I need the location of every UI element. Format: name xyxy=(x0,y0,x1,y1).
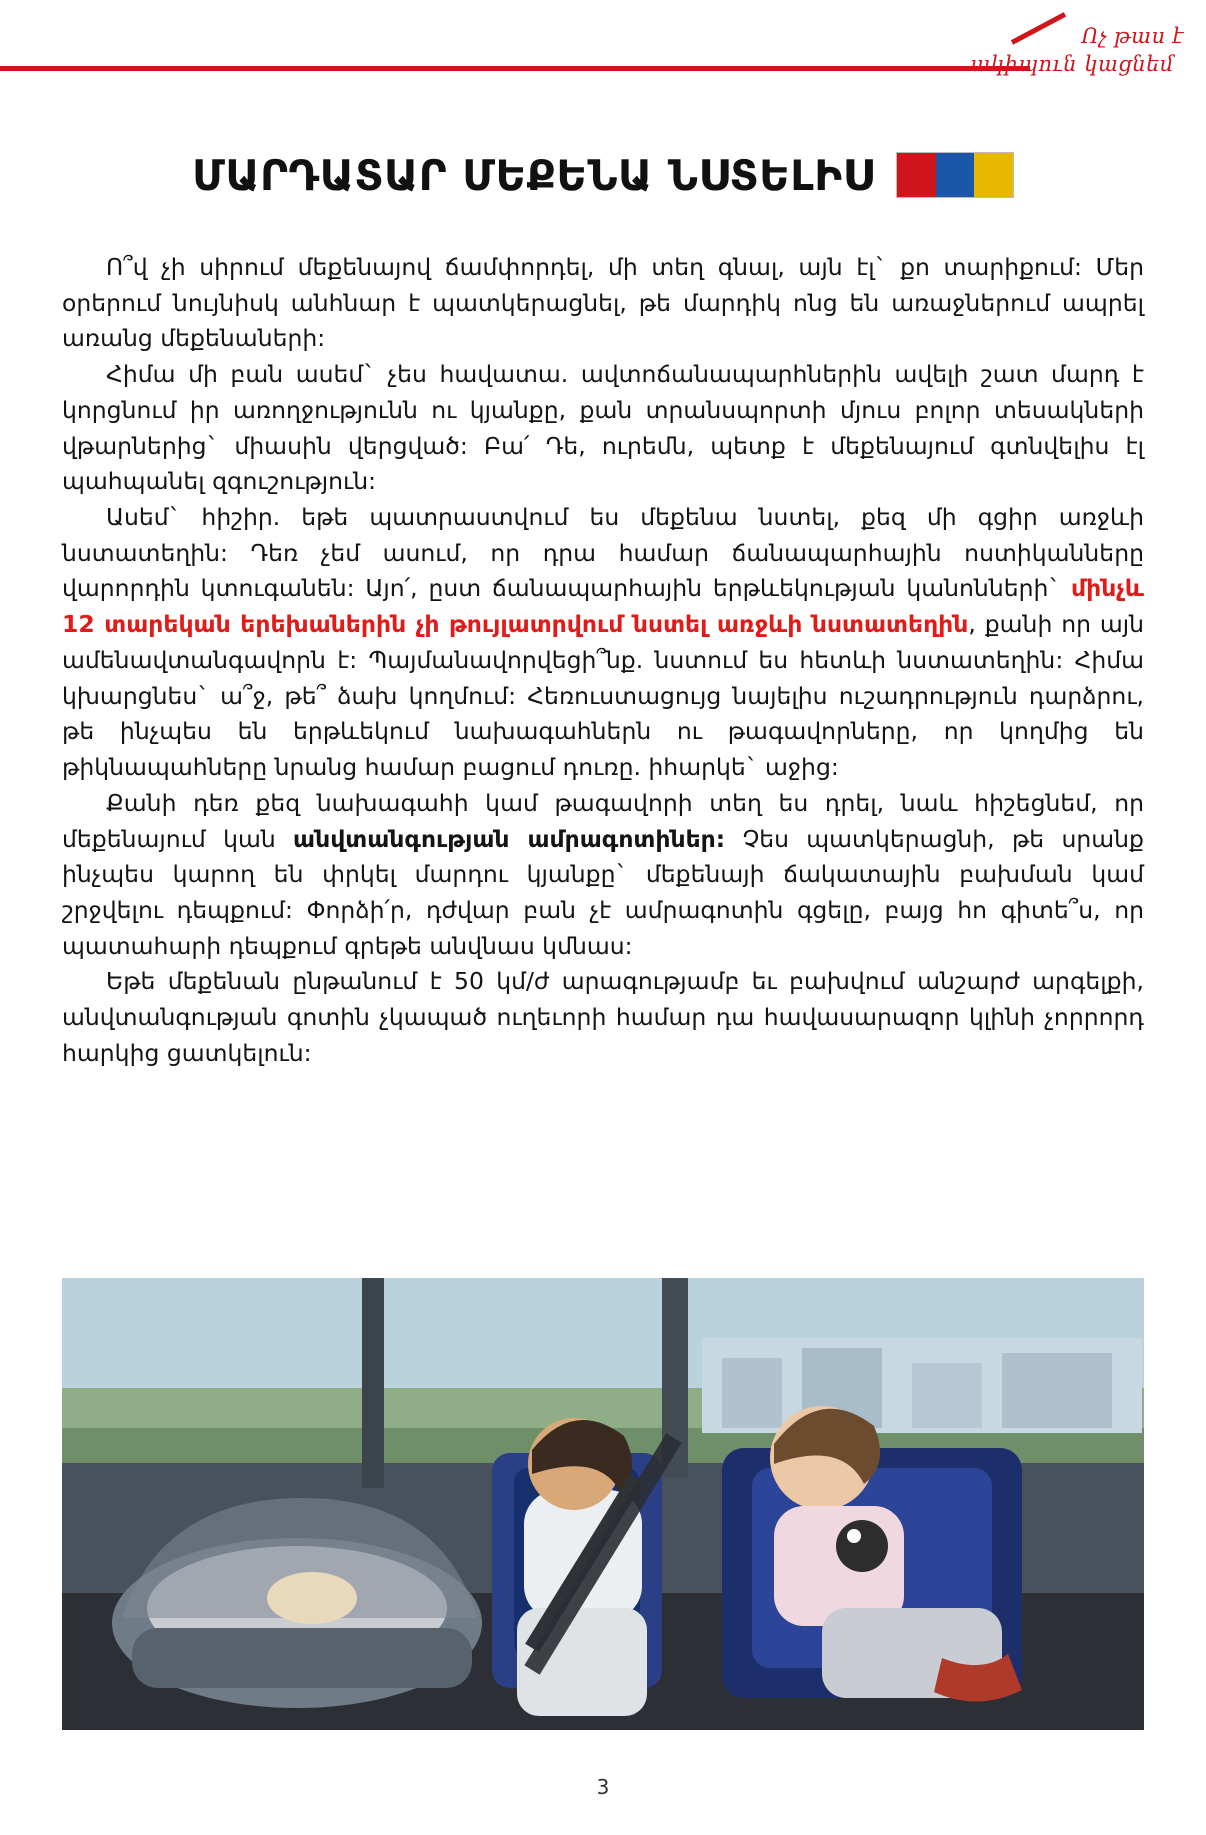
paragraph-1: Ո՞վ չի սիրում մեքենայով ճամփորդել, մի տեղ գնալ, այն էլ` քո տարիքում: Մեր օրերում նույնիսկ անհնար է պատկերացնել, թե մարդիկ ոնց են առաջներում ապրել առանց մեքենաների: xyxy=(62,253,1144,353)
header-script-line-2: ակիպուն կացնեմ xyxy=(970,52,1174,77)
page-title-row xyxy=(0,140,1206,210)
paragraph-4 xyxy=(62,786,1144,965)
paragraph-5: Եթե մեքենան ընթանում է 50 կմ/ժ արագությամբ եւ բախվում անշարժ արգելքի, անվտանգության գոտին չկապած ուղեւորի համար դա հավասարազոր կլինի չորրորդ հարկից ցատկելուն: xyxy=(62,967,1144,1067)
article-body xyxy=(62,250,1144,1072)
paragraph-3-highlight: մինչև 12 տարեկան երեխաներին չի թույլատրվում նստել առջևի նստատեղին xyxy=(62,574,1144,639)
header-script-line-1: Ոչ թաս է xyxy=(1081,24,1184,48)
armenian-flag-icon xyxy=(896,152,1014,198)
page-number: 3 xyxy=(596,1775,610,1799)
paragraph-3-part-b: , քանի որ այն ամենավտանգավորն է: Պայմանավորվեցի՞նք. նստում ես հետևի նստատեղին: Հիմա կխարցնես` ա՞ջ, թե՞ ձախ կողմում: Հեռուստացույց նայելիս ուշադրություն դարձրու, թե ինչպես են երթևեկում նախագահներն ու թագավորները, որ կողմից են թիկնապահները նրանց համար բացում դուռը. իհարկե` աջից: xyxy=(62,610,1144,782)
paragraph-4-bold: անվտանգության ամրագոտիներ: xyxy=(293,824,726,853)
header-red-rule xyxy=(0,66,1030,71)
page-header xyxy=(0,0,1206,120)
paragraph-3 xyxy=(62,500,1144,786)
paragraph-3-part-a: Ասեմ` հիշիր. եթե պատրաստվում ես մեքենա նստել, քեզ մի գցիր առջևի նստատեղին: Դեռ չեմ ասում, որ դրա համար ճանապարհային ոստիկանները վարորդին կտուգանեն: Այո՛, ըստ ճանապարհային երթևեկության կանոնների` xyxy=(62,503,1144,603)
paragraph-4-part-b: Չես պատկերացնի, թե սրանք ինչպես կարող են փրկել մարդու կյանքը` մեքենայի ճակատային բախման կամ շրջվելու դեպքում: Փորձի՛ր, դժվար բան չէ ամրագոտին գցելը, բայց հո գիտե՞ս, որ պատահարի դեպքում գրեթե անվնաս կմնաս: xyxy=(62,824,1144,960)
page-title: ՄԱՐԴԱՏԱՐ ՄԵՔԵՆԱ ՆՍՏԵԼԻՍ xyxy=(192,150,874,200)
article-photo xyxy=(62,1278,1144,1730)
paragraph-4-part-a: Քանի դեռ քեզ նախագահի կամ թագավորի տեղ ես դրել, նաև հիշեցնեմ, որ մեքենայում կան xyxy=(62,788,1144,853)
paragraph-2: Հիմա մի բան ասեմ` չես հավատա. ավտոճանապարհներին ավելի շատ մարդ է կորցնում իր առողջությունն ու կյանքը, քան տրանսպորտի մյուս բոլոր տեսակների վթարներից` միասին վերցված: Բա՛ Դե, ուրեմն, պետք է մեքենայում գտնվելիս էլ պահպանել զգուշություն: xyxy=(62,360,1144,496)
car-interior-illustration xyxy=(62,1278,1144,1730)
header-handwritten-note xyxy=(924,22,1184,79)
page-footer xyxy=(0,1775,1206,1799)
